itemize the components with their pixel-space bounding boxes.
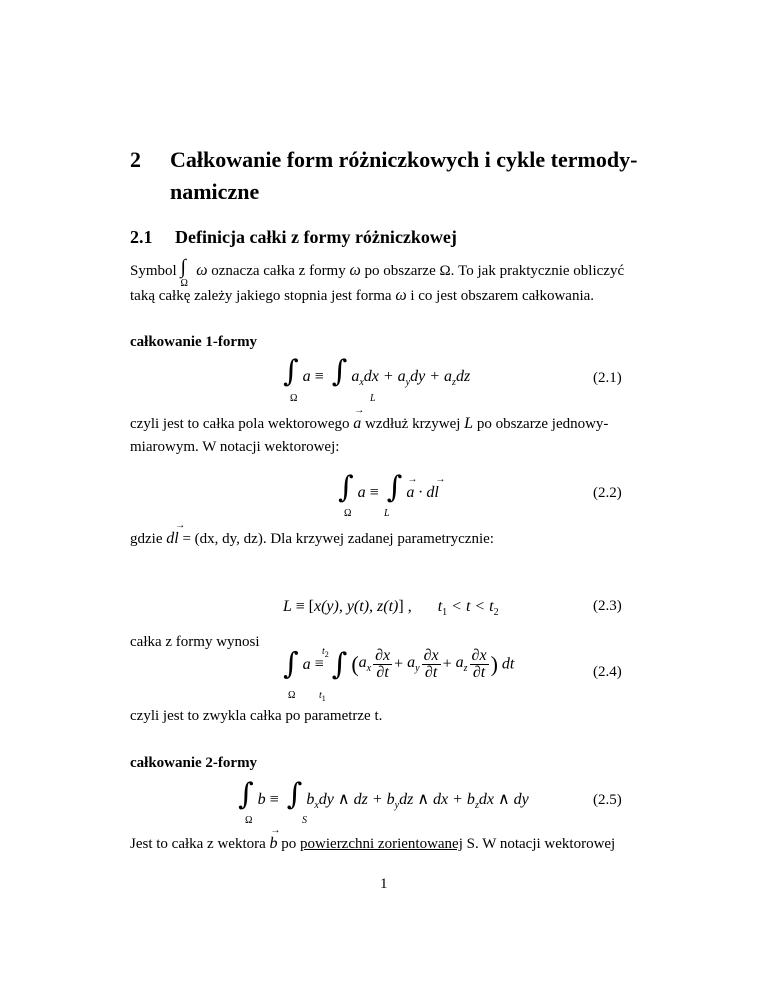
eqno-2-5: (2.5) bbox=[593, 792, 622, 808]
last-line-c: S. W notacji wektorowej bbox=[466, 836, 616, 852]
eqno-2-3: (2.3) bbox=[593, 598, 622, 614]
intro-line1-c: po obszarze Ω. To jak praktycznie obliczyć bbox=[364, 263, 625, 279]
last-line: Jest to całka z wektora → b po powierzchni zorientowanej S. W notacji wektorowej bbox=[130, 835, 615, 853]
intro-line1-b: oznacza całka z formy bbox=[211, 263, 346, 279]
gdzie-b: = (dx, dy, dz). Dla krzywej zadanej parametrycznie: bbox=[182, 531, 494, 547]
text-after-2-1-line2: miarowym. W notacji wektorowej: bbox=[130, 439, 340, 455]
gdzie-a: gdzie bbox=[130, 531, 163, 547]
intro-line2: taką całkę zależy jakiego stopnia jest forma ω i co jest obszarem całkowania. bbox=[130, 287, 595, 304]
text-gdzie: gdzie d→ l = (dx, dy, dz). Dla krzywej zadanej parametrycznie: bbox=[130, 530, 494, 548]
section-title-line2: namiczne bbox=[170, 179, 260, 204]
text-b: wzdłuż krzywej bbox=[365, 416, 461, 432]
intro-line1-a: Symbol bbox=[130, 263, 177, 279]
equation-2-2: ∫ a ≡ ∫→ a · d→ l bbox=[338, 473, 439, 503]
inline-integral: ∫ Ω bbox=[180, 256, 188, 289]
underlined-term: powierzchni zorientowanej bbox=[300, 836, 463, 852]
intro-line2-b: i co jest obszarem całkowania. bbox=[410, 288, 595, 304]
text-a: czyli jest to całka pola wektorowego bbox=[130, 416, 350, 432]
section-number: 2 bbox=[130, 147, 141, 172]
heading-1form: całkowanie 1-formy bbox=[130, 334, 258, 350]
text-after-2-4: czyli jest to zwykla całka po parametrze t. bbox=[130, 708, 383, 724]
text-c: po obszarze jednowy- bbox=[476, 416, 609, 432]
last-line-b: po bbox=[281, 836, 297, 852]
page-number: 1 bbox=[380, 876, 388, 892]
equation-2-1: ∫ a ≡ ∫ $a_xdx + a_ydy + a_zdz$ bbox=[283, 354, 471, 389]
text-wynosi: całka z formy wynosi bbox=[130, 634, 260, 650]
eqno-2-2: (2.2) bbox=[593, 485, 622, 501]
equation-2-5: ∫ b ≡ ∫ $b_xdy$ ∧ dz + $b_ydz$ ∧ dx + $b_zdx$ ∧ dy bbox=[238, 777, 529, 812]
section-title-line1: Całkowanie form różniczkowych i cykle termody- bbox=[170, 147, 638, 172]
heading-2form: całkowanie 2-formy bbox=[130, 755, 258, 771]
eqno-2-4: (2.4) bbox=[593, 664, 622, 680]
equation-2-3: L ≡ [x(y), y(t), z(t)] , $t_1 < t < t_2$ bbox=[283, 598, 499, 619]
subsection-title: Definicja całki z formy różniczkowej bbox=[175, 227, 457, 247]
equation-2-4: ∫ a ≡ ∫ ($a_x$ $\frac{\partial x}{\partial t}$ + $a_y$ $\frac{\partial x}{\partial t}$ + $a_z$ $\frac{\partial x}{\partial t}$ ) dt bbox=[283, 646, 515, 682]
last-line-a: Jest to całka z wektora bbox=[130, 836, 266, 852]
subsection-number: 2.1 bbox=[130, 227, 153, 247]
text-after-2-1-line1: czyli jest to całka pola wektorowego → a wzdłuż krzywej L po obszarze jednowy- bbox=[130, 415, 608, 433]
eqno-2-1: (2.1) bbox=[593, 370, 622, 386]
intro-line2-a: taką całkę zależy jakiego stopnia jest forma bbox=[130, 288, 392, 304]
intro-line1: Symbol ∫ Ω ω oznacza całka z formy ω po obszarze Ω. To jak praktycznie obliczyć bbox=[130, 256, 625, 289]
